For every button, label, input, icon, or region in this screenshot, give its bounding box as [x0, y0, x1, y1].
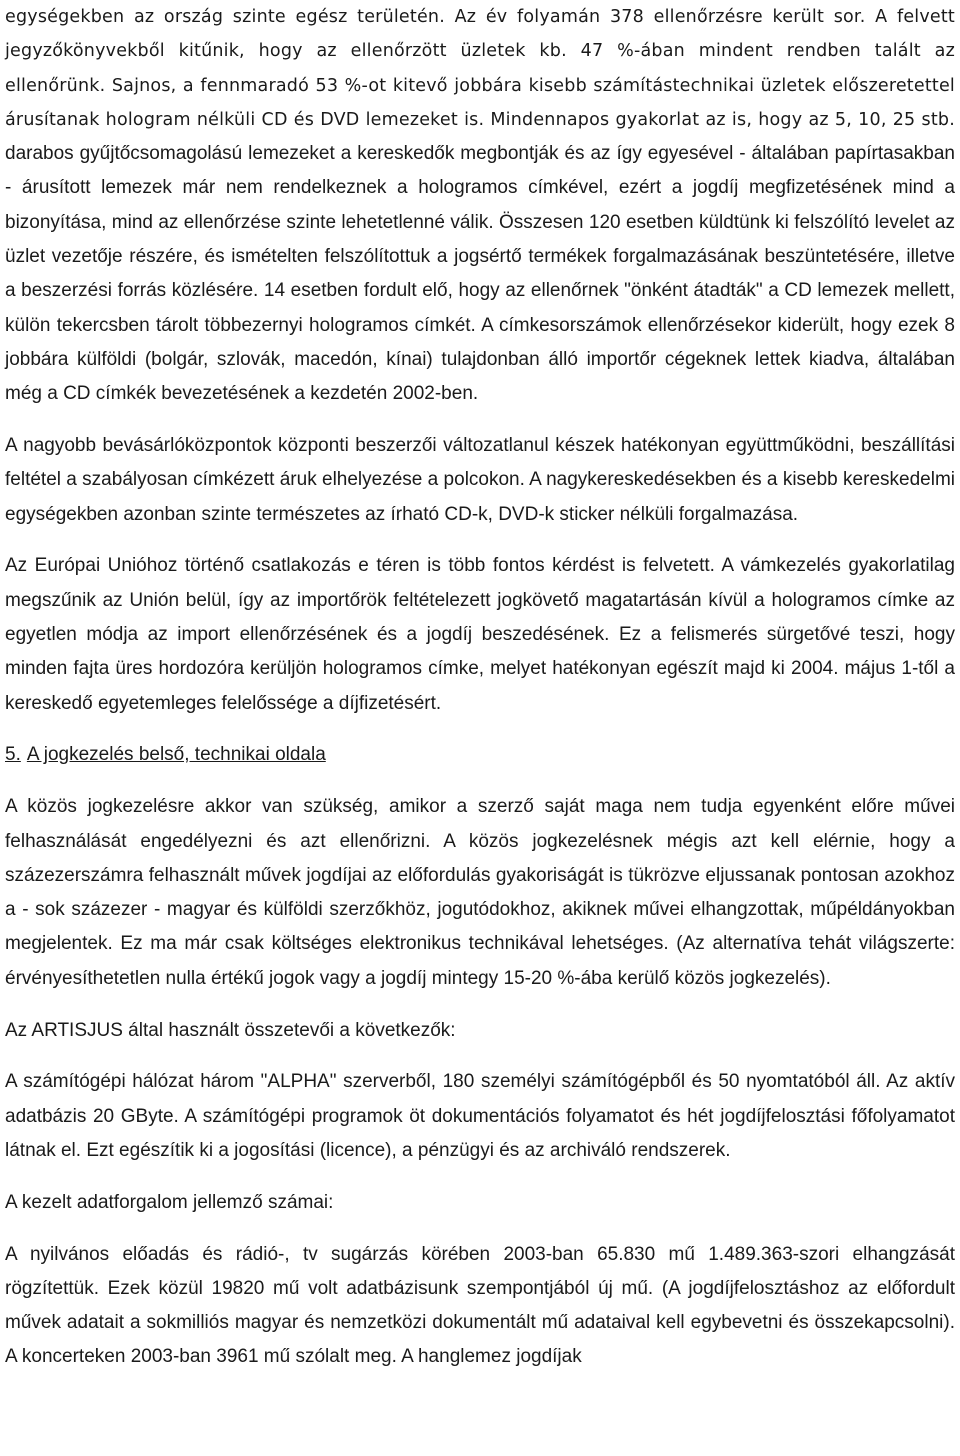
section-number: 5.: [5, 744, 21, 766]
paragraph-europai-unio: Az Európai Unióhoz történő csatlakozás e téren is több fontos kérdést is felvetett. A vámkezelés gyakorlatilag megszűnik az Unión belül, így az importőrök feltételezett jogkövető magatartásán kívül a hologramos címke az egyetlen módja az import ellenőrzésének és a jogdíj beszedésének. Ez a felismerés sürgetővé teszi, hogy minden fajta üres hordozóra kerüljön hologramos címke, melyet hatékonyan egészít majd ki 2004. május 1-től a kereskedő egyetemleges felelőssége a díjfizetésért.: [5, 555, 955, 714]
document-page: [5, 0, 955, 1375]
section-title: A jogkezelés belső, technikai oldala: [26, 744, 326, 766]
section-heading: [5, 738, 955, 772]
paragraph-ellenorzes-sans-part: egységekben az ország szinte egész területén. Az év folyamán 378 ellenőrzésre került sor. A felvett jegyzőkönyvekből kitűnik, hogy az ellenőrzött üzletek kb. 47 %-ában mindent rendben talált az ellenőrünk. Sajnos, a fennmaradó 53 %-ot kitevő jobbára kisebb számítástechnikai üzletek előszeretettel árusítanak hologram nélküli CD és DVD lemezeket is. Mindennapos gyakorlat az is, hogy az 5, 10, 25 stb.: [5, 7, 955, 130]
paragraph-bevasarlokozpontok: A nagyobb bevásárlóközpontok központi beszerzői változatlanul készek hatékonyan együttműködni, beszállítási feltétel a szabályosan címkézett áruk elhelyezése a polcokon. A nagykereskedésekben és a kisebb kereskedelmi egységekben azonban szinte természetes az írható CD-k, DVD-k sticker nélküli forgalmazása.: [5, 435, 955, 525]
paragraph-nyilvanos-eloadas: A nyilvános előadás és rádió-, tv sugárzás körében 2003-ban 65.830 mű 1.489.363-szori elhangzását rögzítettük. Ezek közül 19820 mű volt adatbázisunk szempontjából új mű. (A jogdíjfelosztáshoz az előfordult művek adatait a sokmilliós magyar és nemzetközi dokumentált mű adataival kell egybevetni és összekapcsolni). A koncerteken 2003-ban 3961 mű szólalt meg. A hanglemez jogdíjak: [5, 1243, 955, 1368]
paragraph-kozos-jogkezeles: A közös jogkezelésre akkor van szükség, amikor a szerző saját maga nem tudja egyenként előre művei felhasználását engedélyezni és azt ellenőrizni. A közös jogkezelésnek mégis azt kell elérnie, hogy a százezerszámra felhasznált művek jogdíjai az előfordulás gyakoriságát is tükrözve eljussanak pontosan azokhoz a - sok százezer - magyar és külföldi szerzőkhöz, jogutódokhoz, akiknek művei elhangzottak, műpéldányokban megjelentek. Ez ma már csak költséges elektronikus technikával lehetséges. (Az alternatíva tehát világszerte: érvényesíthetetlen nulla értékű jogok vagy a jogdíj mintegy 15-20 %-ába kerülő közös jogkezelés).: [5, 796, 955, 989]
paragraph-artisjus-intro: Az ARTISJUS által használt összetevői a következők:: [5, 1019, 456, 1041]
paragraph-adatforgalom-intro: A kezelt adatforgalom jellemző számai:: [5, 1191, 334, 1213]
paragraph-szamitogepi-halozat: A számítógépi hálózat három "ALPHA" szerverből, 180 személyi számítógépből és 50 nyomtatóból áll. Az aktív adatbázis 20 GByte. A számítógépi programok öt dokumentációs folyamatot és hét jogdíjfelosztási főfolyamatot látnak el. Ezt egészítik ki a jogosítási (licence), a pénzügyi és az archiváló rendszerek.: [5, 1071, 955, 1161]
paragraph-ellenorzes-serif-part: darabos gyűjtőcsomagolású lemezeket a kereskedők megbontják és az így egyesével - általában papírtasakban - árusított lemezek már nem rendelkeznek a hologramos címkével, ezért a jogdíj megfizetésének mind a bizonyítása, mind az ellenőrzése szinte lehetetlenné válik. Összesen 120 esetben küldtünk ki felszólító levelet az üzlet vezetője részére, és ismételten felszólítottuk a jogsértő termékek forgalmazásának beszüntetésére, illetve a beszerzési forrás közlésére. 14 esetben fordult elő, hogy az ellenőrnek "önként átadták" a CD lemezek mellett, külön tekercsben tárolt többezernyi hologramos címkét. A címkesorszámok ellenőrzésekor kiderült, hogy ezek 8 jobbára külföldi (bolgár, szlovák, macedón, kínai) tulajdonban álló importőr cégeknek lettek kiadva, általában még a CD címkék bevezetésének a kezdetén 2002-ben.: [5, 143, 955, 405]
paragraph-ellenorzes: [5, 0, 955, 412]
